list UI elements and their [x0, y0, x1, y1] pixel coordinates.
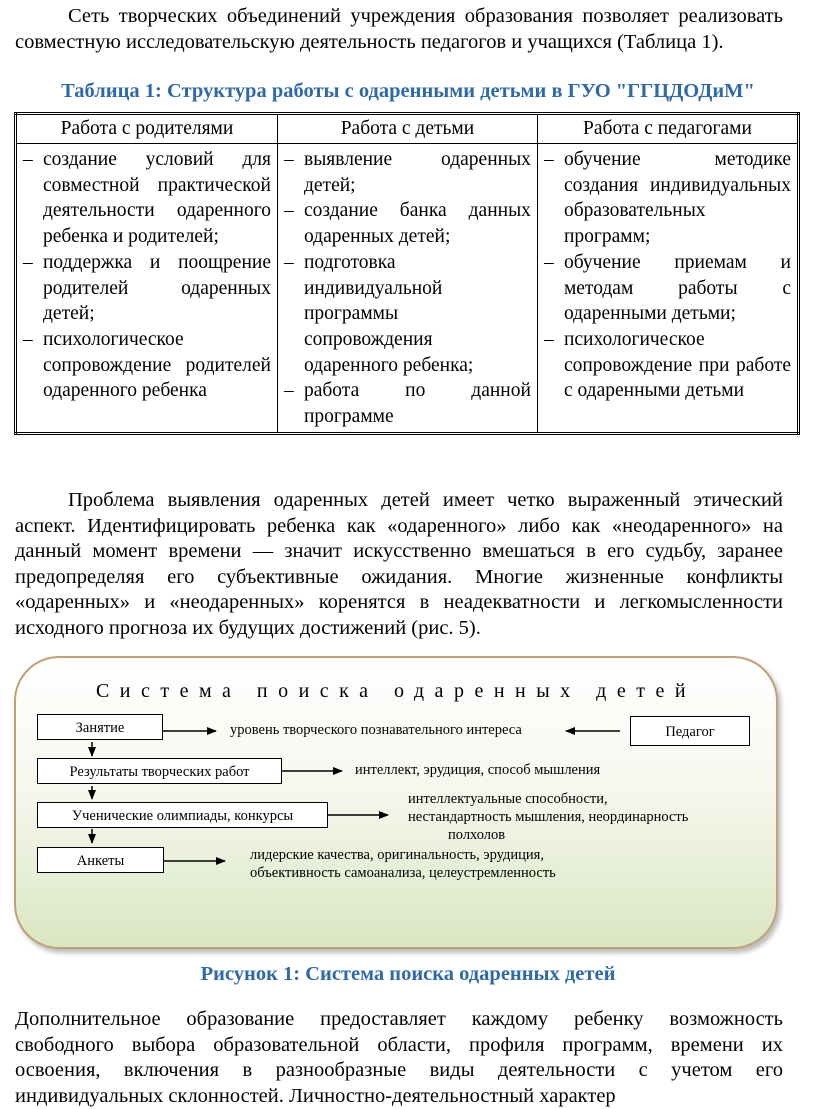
item-text: обучение приемам и методам работы с одаренными детьми; [563, 251, 791, 325]
intro-paragraph: Сеть творческих объединений учреждения образования позволяет реализовать совместную исследовательскую деятельность педагогов и учащихся (Таблица 1). [15, 5, 783, 53]
table-row [16, 144, 799, 434]
item-text: поддержка и поощрение родителей одаренных детей; [43, 251, 271, 325]
item-text: обучение методике создания индивидуальных образовательных программ; [563, 149, 791, 248]
dash-mark: – [23, 251, 33, 273]
dash-mark: – [283, 380, 294, 402]
list-item [284, 378, 531, 429]
dash-mark: – [543, 251, 554, 273]
teacher-box: Педагог [630, 716, 750, 746]
list-item [284, 250, 531, 379]
ethics-paragraph: Проблема выявления одаренных детей имеет четко выраженный этический аспект. Идентифицировать ребенка как «одаренного» либо как «неодаренного» на данный момент времени — значит искусственно вмешаться в его судьбу, заранее предопределяя его субъективные ожидания. Многие жизненные конфликты «одаренных» и «неодаренных» коренятся в неадекватности и легкомысленности исходного прогноза их будущих достижений (рис. 5). [15, 489, 783, 639]
list-item [23, 250, 271, 327]
item-text: работа по данной программе [303, 380, 531, 428]
surveys-output-2: объективность самоанализа, целеустремленность [250, 865, 556, 881]
list-item [544, 147, 791, 250]
item-text: психологическое сопровождение при работе с одаренными детьми [563, 328, 791, 402]
list-item [544, 327, 791, 404]
olympiads-output-1: интеллектуальные способности, [408, 791, 608, 807]
lesson-box: Занятие [37, 714, 163, 740]
list-item [23, 327, 271, 404]
additional-education-paragraph: Дополнительное образование предоставляет каждому ребенку возможность свободного выбора образовательной области, профиля программ, времени их освоения, включения в разнообразные виды деятельности с учетом его индивидуальных склонностей. Личностно-деятельностный характер [15, 1008, 783, 1107]
table-header-row [16, 114, 799, 144]
item-text: выявление одаренных детей; [303, 149, 531, 196]
cell-teachers [537, 144, 798, 434]
dash-mark: – [283, 200, 294, 222]
surveys-box: Анкеты [37, 847, 164, 873]
dash-mark: – [23, 328, 33, 350]
cell-parents [16, 144, 278, 434]
table-caption: Таблица 1: Структура работы с одаренными детьми в ГУО "ГГЦДОДиМ" [61, 80, 755, 102]
item-text: создание банка данных одаренных детей; [303, 200, 531, 248]
cell-children [277, 144, 537, 434]
dash-mark: – [283, 251, 294, 273]
dash-mark: – [23, 149, 33, 170]
header-parents: Работа с родителями [16, 114, 278, 144]
list-item [544, 250, 791, 327]
dash-mark: – [283, 149, 294, 170]
results-output: интеллект, эрудиция, способ мышления [355, 762, 601, 778]
figure-caption: Рисунок 1: Система поиска одаренных детей [200, 963, 616, 985]
header-teachers: Работа с педагогами [537, 114, 798, 144]
olympiads-output-2: нестандартность мышления, неординарность [408, 809, 689, 825]
olympiads-box: Ученические олимпиады, конкурсы [37, 802, 328, 828]
item-text: психологическое сопровождение родителей одаренного ребенка [43, 328, 271, 402]
dash-mark: – [543, 149, 554, 170]
list-item [284, 147, 531, 198]
item-text: подготовка индивидуальной программы сопровождения одаренного ребенка; [303, 251, 474, 376]
results-box: Результаты творческих работ [37, 758, 282, 784]
dash-mark: – [543, 328, 554, 350]
header-children: Работа с детьми [277, 114, 537, 144]
search-system-diagram [14, 656, 778, 949]
surveys-output-1: лидерские качества, оригинальность, эрудиция, [250, 847, 544, 863]
structure-table [14, 112, 800, 435]
diagram-title: Система поиска одаренных детей [95, 680, 697, 702]
list-item [284, 198, 531, 249]
olympiads-output-3: полхолов [448, 827, 506, 843]
item-text: создание условий для совместной практической деятельности одаренного ребенка и родителей; [43, 149, 271, 248]
list-item [23, 147, 271, 250]
lesson-output: уровень творческого познавательного интереса [230, 722, 522, 738]
